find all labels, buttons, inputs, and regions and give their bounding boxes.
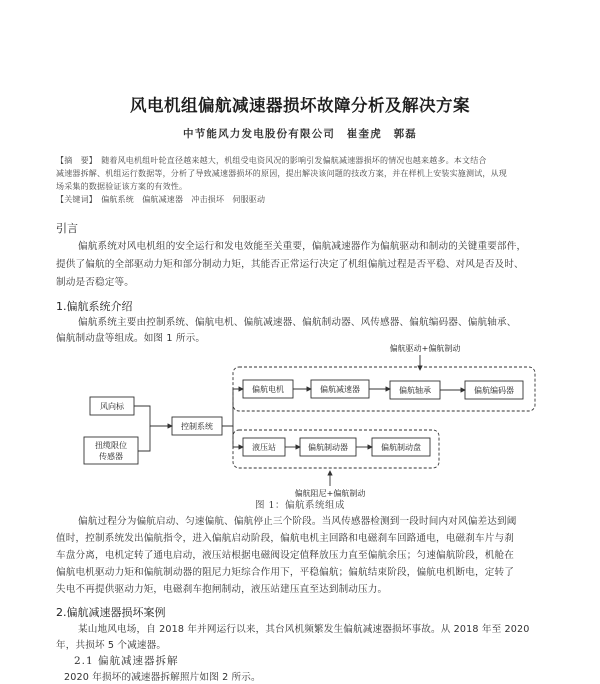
- keywords: 【关键词】 偏航系统 偏航减速器 冲击损坏 伺服驱动: [56, 195, 266, 204]
- control-system-label: 控制系统: [181, 422, 213, 431]
- limit-sensor-label: 扭缆限位: [95, 441, 127, 450]
- reducer-label: 偏航减速器: [320, 385, 360, 394]
- motor-label: 偏航电机: [252, 385, 284, 394]
- section-2-heading: 2.偏航减速器损坏案例: [56, 606, 166, 619]
- abstract-line: 【摘 要】 随着风电机组叶轮直径越来越大，机组受电资风况的影响引发偏航减速器损坏的情况也越来越多。本文结合: [56, 156, 487, 165]
- section-1-line: 偏航系统主要由控制系统、偏航电机、偏航减速器、偏航制动器、风传感器、偏航编码器、偏航轴承、: [78, 317, 517, 328]
- disc-label: 偏航制动盘: [381, 443, 421, 452]
- process-line: 偏航电机驱动力矩和偏航制动器的阻尼力矩综合作用下，平稳偏航；偏航结束阶段，偏航电机断电，定转了: [56, 567, 514, 578]
- brake-label: 偏航制动器: [308, 443, 348, 452]
- process-line: 失电不再提供驱动力矩，电磁刹车抱闸制动，液压站建压直至达到制动压力。: [56, 584, 388, 595]
- section-2-line: 某山地风电场，自 2018 年并网运行以来，其台风机频繁发生偏航减速器损坏事故。从 2018 年至 2020: [78, 624, 530, 635]
- abstract-line: 减速器拆解、机组运行数据等，分析了导致减速器损坏的原因，提出解决该问题的技改方案，并在样机上安装实施测试，从现: [56, 169, 507, 178]
- process-line: 值时，控制系统发出偏航指令，进入偏航启动阶段，偏航电机主回路和电磁刹车回路通电，电磁刹车片与刹: [56, 533, 514, 544]
- subsection-2-1-line: 2020 年损坏的减速器拆解照片如图 2 所示。: [64, 672, 261, 683]
- bearing-label: 偏航轴承: [399, 386, 431, 395]
- hydraulic-label: 液压站: [252, 443, 276, 452]
- subsection-2-1-heading: 2.1 偏航减速器拆解: [74, 655, 179, 667]
- section-1-line: 偏航制动盘等组成。如图 1 所示。: [56, 333, 206, 344]
- process-line: 偏航过程分为偏航启动、匀速偏航、偏航停止三个阶段。当风传感器检测到一段时间内对风偏差达到阈: [78, 516, 517, 527]
- authors: 中节能风力发电股份有限公司 崔奎虎 郭磊: [183, 128, 417, 140]
- intro-heading: 引言: [56, 222, 78, 235]
- figure-1-caption: 图 1：偏航系统组成: [254, 500, 346, 511]
- intro-line: 提供了偏航的全部驱动力矩和部分制动力矩，其能否正常运行决定了机组偏航过程是否平稳、对风是否及时、: [56, 259, 524, 270]
- intro-line: 偏航系统对风电机组的安全运行和发电效能至关重要，偏航减速器作为偏航驱动和制动的关键重要部件，: [78, 241, 527, 252]
- process-line: 车盘分离，电机定转了通电启动，液压站根据电磁阀设定值释放压力直至偏航余压；匀速偏航阶段，机舱在: [56, 550, 514, 561]
- section-1-heading: 1.偏航系统介绍: [56, 300, 133, 313]
- bottom-label: 偏航阻尼+偏航制动: [294, 489, 366, 498]
- limit-sensor-label-2: 传感器: [99, 452, 123, 461]
- intro-line: 制动是否稳定等。: [56, 277, 134, 288]
- section-2-line: 年，共损坏 5 个减速器。: [56, 640, 167, 651]
- abstract-line: 场采集的数据验证该方案的有效性。: [56, 182, 188, 191]
- top-label: 偏航驱动+偏航制动: [389, 344, 461, 353]
- encoder-label: 偏航编码器: [474, 386, 514, 395]
- wind-vane-label: 风向标: [100, 402, 124, 411]
- paper-title: 风电机组偏航减速器损坏故障分析及解决方案: [130, 96, 470, 115]
